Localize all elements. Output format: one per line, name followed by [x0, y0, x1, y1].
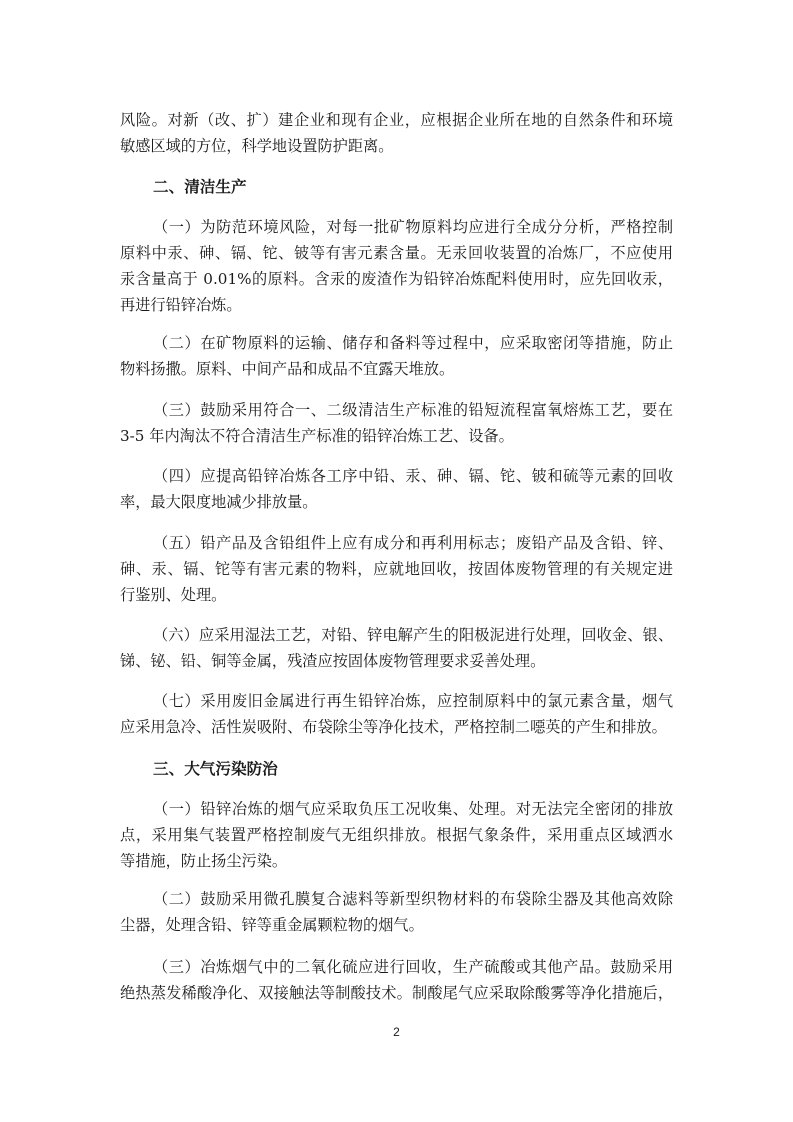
- text-line: 敏感区域的方位，科学地设置防护距离。: [120, 137, 394, 155]
- paragraph-3-3: [120, 954, 673, 1006]
- page-number: 2: [393, 1025, 400, 1039]
- text-line: 汞含量高于 0.01%的原料。含汞的废渣作为铅锌冶炼配料使用时，应先回收汞，: [120, 270, 673, 288]
- text-line: 等措施，防止扬尘污染。: [120, 852, 288, 870]
- text-line: 3-5 年内淘汰不符合清洁生产标准的铅锌冶炼工艺、设备。: [120, 427, 514, 445]
- text-line: 行鉴别、处理。: [120, 586, 227, 604]
- text-line: 原料中汞、砷、镉、铊、铍等有害元素含量。无汞回收装置的冶炼厂，不应使用: [120, 244, 673, 262]
- text-line: 锑、铋、铅、铜等金属，残渣应按固体废物管理要求妥善处理。: [120, 652, 546, 670]
- text-line: （二）鼓励采用微孔膜复合滤料等新型织物材料的布袋除尘器及其他高效除: [153, 890, 673, 908]
- text-line: （四）应提高铅锌冶炼各工序中铅、汞、砷、镉、铊、铍和硫等元素的回收: [153, 467, 673, 485]
- text-line: （一）为防范环境风险，对每一批矿物原料均应进行全成分分析，严格控制: [153, 218, 673, 236]
- text-line: （三）冶炼烟气中的二氧化硫应进行回收，生产硫酸或其他产品。鼓励采用: [153, 958, 673, 976]
- paragraph-2-1: [120, 214, 673, 318]
- text-line: 尘器，处理含铅、锌等重金属颗粒物的烟气。: [120, 916, 424, 934]
- paragraph-2-5: [120, 530, 673, 608]
- text-line: 风险。对新（改、扩）建企业和现有企业，应根据企业所在地的自然条件和环境: [120, 111, 673, 129]
- text-line: 物料扬撒。原料、中间产品和成品不宜露天堆放。: [120, 360, 455, 378]
- section-heading-air-pollution: 三、大气污染防治: [153, 760, 278, 778]
- text-line: （二）在矿物原料的运输、储存和备料等过程中，应采取密闭等措施，防止: [153, 334, 673, 352]
- text-line: 绝热蒸发稀酸净化、双接触法等制酸技术。制酸尾气应采取除酸雾等净化措施后，: [120, 984, 673, 1002]
- paragraph-2-4: [120, 463, 673, 515]
- section-heading-clean-production: 二、清洁生产: [153, 178, 247, 196]
- paragraph-3-1: [120, 796, 673, 874]
- text-line: 再进行铅锌冶炼。: [120, 296, 242, 314]
- paragraph-3-2: [120, 886, 673, 938]
- paragraph-2-2: [120, 330, 673, 382]
- text-line: 率，最大限度地减少排放量。: [120, 493, 318, 511]
- paragraph-2-7: [120, 688, 673, 740]
- text-line: 点，采用集气装置严格控制废气无组织排放。根据气象条件，采用重点区域洒水: [120, 826, 673, 844]
- text-line: （三）鼓励采用符合一、二级清洁生产标准的铅短流程富氧熔炼工艺，要在: [153, 401, 673, 419]
- text-line: （一）铅锌冶炼的烟气应采取负压工况收集、处理。对无法完全密闭的排放: [153, 800, 673, 818]
- paragraph-2-6: [120, 622, 673, 674]
- text-line: （五）铅产品及含铅组件上应有成分和再利用标志；废铅产品及含铅、锌、: [153, 534, 673, 552]
- intro-paragraph: [120, 107, 673, 159]
- text-line: （六）应采用湿法工艺，对铅、锌电解产生的阳极泥进行处理，回收金、银、: [153, 626, 673, 644]
- paragraph-2-3: [120, 397, 673, 449]
- text-line: 砷、汞、镉、铊等有害元素的物料，应就地回收，按固体废物管理的有关规定进: [120, 560, 673, 578]
- text-line: （七）采用废旧金属进行再生铅锌冶炼，应控制原料中的氯元素含量，烟气: [153, 692, 673, 710]
- text-line: 应采用急冷、活性炭吸附、布袋除尘等净化技术，严格控制二噁英的产生和排放。: [120, 718, 667, 736]
